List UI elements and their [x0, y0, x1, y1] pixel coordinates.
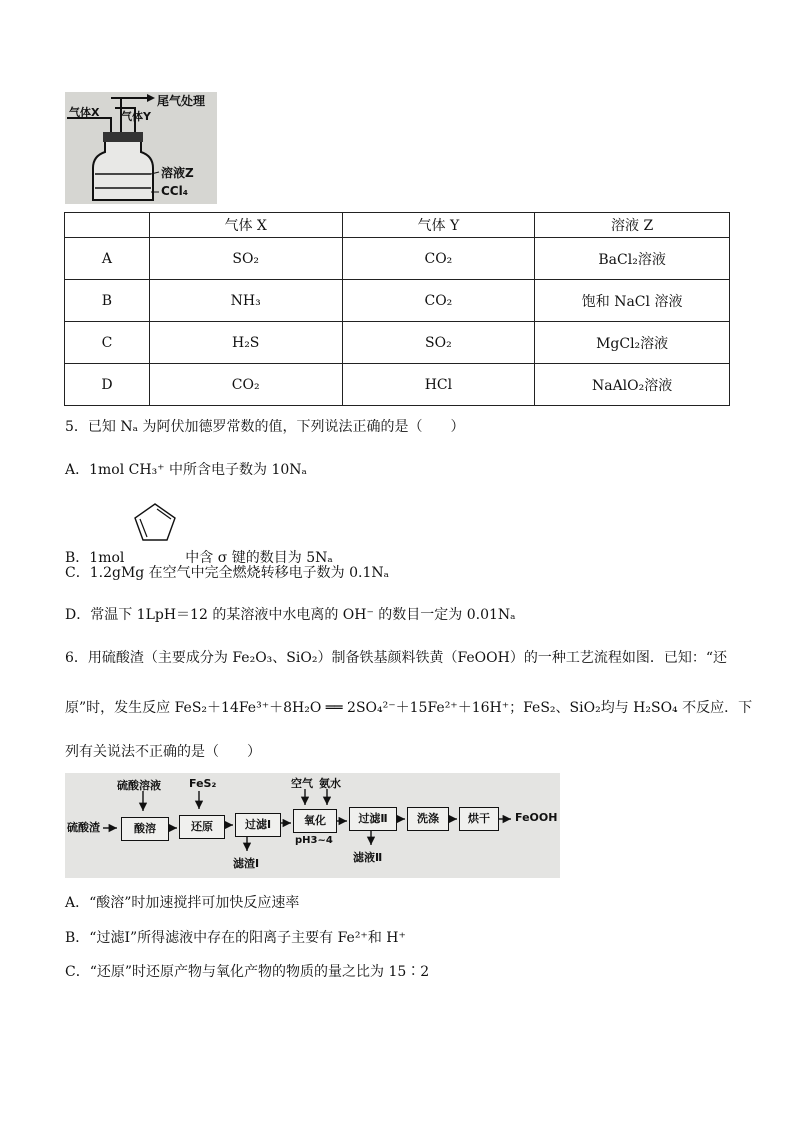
solution-z-cell: MgCl₂溶液 — [535, 322, 730, 364]
gas-x-label: 气体X — [69, 106, 100, 119]
flow-step-dry: 烘干 — [459, 807, 499, 831]
gas-y-cell: CO₂ — [342, 238, 535, 280]
question-5-option-b — [65, 528, 333, 568]
ccl4-label: CCl₄ — [161, 184, 188, 198]
flow-condition-label: pH3~4 — [295, 835, 333, 846]
gas-x-cell: NH₃ — [149, 280, 342, 322]
flow-step-filter-1: 过滤Ⅰ — [235, 813, 281, 837]
table-row — [65, 280, 730, 322]
question-5-option-a: A．1mol CH₃⁺ 中所含电子数为 10Nₐ — [65, 462, 307, 478]
flow-product-label: FeOOH — [515, 811, 558, 824]
header-cell: 溶液 Z — [535, 213, 730, 238]
flow-start-label: 硫酸渣 — [67, 821, 100, 834]
flow-step-acid-dissolve: 酸溶 — [121, 817, 169, 841]
option-cell: A — [65, 238, 150, 280]
flow-input-ammonia: 氨水 — [319, 777, 341, 790]
option-b-suffix: 中含 σ 键的数目为 5Nₐ — [185, 550, 333, 566]
table-row — [65, 364, 730, 406]
table-row — [65, 322, 730, 364]
solution-z-label: 溶液Z — [161, 166, 194, 180]
flow-step-reduce: 还原 — [179, 815, 225, 839]
gas-x-cell: SO₂ — [149, 238, 342, 280]
gas-y-cell: CO₂ — [342, 280, 535, 322]
table-header-row — [65, 213, 730, 238]
question-5-option-c: C．1.2gMg 在空气中完全燃烧转移电子数为 0.1Nₐ — [65, 565, 390, 581]
flow-filtrate-2-label: 滤液Ⅱ — [353, 851, 383, 864]
header-cell: 气体 Y — [342, 213, 535, 238]
question-6-option-c: C．“还原”时还原产物与氧化产物的物质的量之比为 15∶2 — [65, 964, 430, 980]
gas-y-label: 气体Y — [121, 110, 151, 123]
option-b-prefix: B．1mol — [65, 550, 125, 566]
gas-y-cell: SO₂ — [342, 322, 535, 364]
flow-step-wash: 洗涤 — [407, 807, 449, 831]
gas-x-cell: CO₂ — [149, 364, 342, 406]
solution-z-cell: BaCl₂溶液 — [535, 238, 730, 280]
question-5-option-d: D．常温下 1LpH＝12 的某溶液中水电离的 OH⁻ 的数目一定为 0.01Nₐ — [65, 607, 516, 623]
flow-step-filter-2: 过滤Ⅱ — [349, 807, 397, 831]
cyclopentadiene-ring-icon — [129, 528, 181, 568]
flow-residue-1-label: 滤渣Ⅰ — [233, 857, 260, 870]
question-5-stem: 5．已知 Nₐ 为阿伏加德罗常数的值，下列说法正确的是（ ） — [65, 419, 465, 435]
flow-step-oxidize: 氧化 — [293, 809, 337, 833]
process-flowchart — [65, 773, 560, 878]
table-row — [65, 238, 730, 280]
question-6-option-b: B．“过滤Ⅰ”所得滤液中存在的阳离子主要有 Fe²⁺和 H⁺ — [65, 930, 406, 946]
question-6-line-2: 原”时，发生反应 FeS₂＋14Fe³⁺＋8H₂O ══ 2SO₄²⁻＋15Fe²⁺＋16H⁺；FeS₂、SiO₂均与 H₂SO₄ 不反应．下 — [65, 700, 753, 716]
header-cell — [65, 213, 150, 238]
question-6-line-1: 6．用硫酸渣（主要成分为 Fe₂O₃、SiO₂）制备铁基颜料铁黄（FeOOH）的一种工艺流程如图．已知：“还 — [65, 650, 728, 666]
solution-z-cell: NaAlO₂溶液 — [535, 364, 730, 406]
flow-input-acid: 硫酸溶液 — [117, 779, 161, 792]
option-cell: C — [65, 322, 150, 364]
gas-apparatus-figure — [65, 92, 217, 204]
option-cell: B — [65, 280, 150, 322]
exhaust-label: 尾气处理 — [157, 94, 206, 108]
gas-solution-table — [64, 212, 730, 406]
solution-z-cell: 饱和 NaCl 溶液 — [535, 280, 730, 322]
header-cell: 气体 X — [149, 213, 342, 238]
flow-input-air: 空气 — [291, 777, 313, 790]
question-6-line-3: 列有关说法不正确的是（ ） — [65, 744, 261, 760]
gas-x-cell: H₂S — [149, 322, 342, 364]
gas-y-cell: HCl — [342, 364, 535, 406]
question-6-option-a: A．“酸溶”时加速搅拌可加快反应速率 — [65, 895, 300, 911]
flow-input-fes2: FeS₂ — [189, 777, 217, 790]
option-cell: D — [65, 364, 150, 406]
